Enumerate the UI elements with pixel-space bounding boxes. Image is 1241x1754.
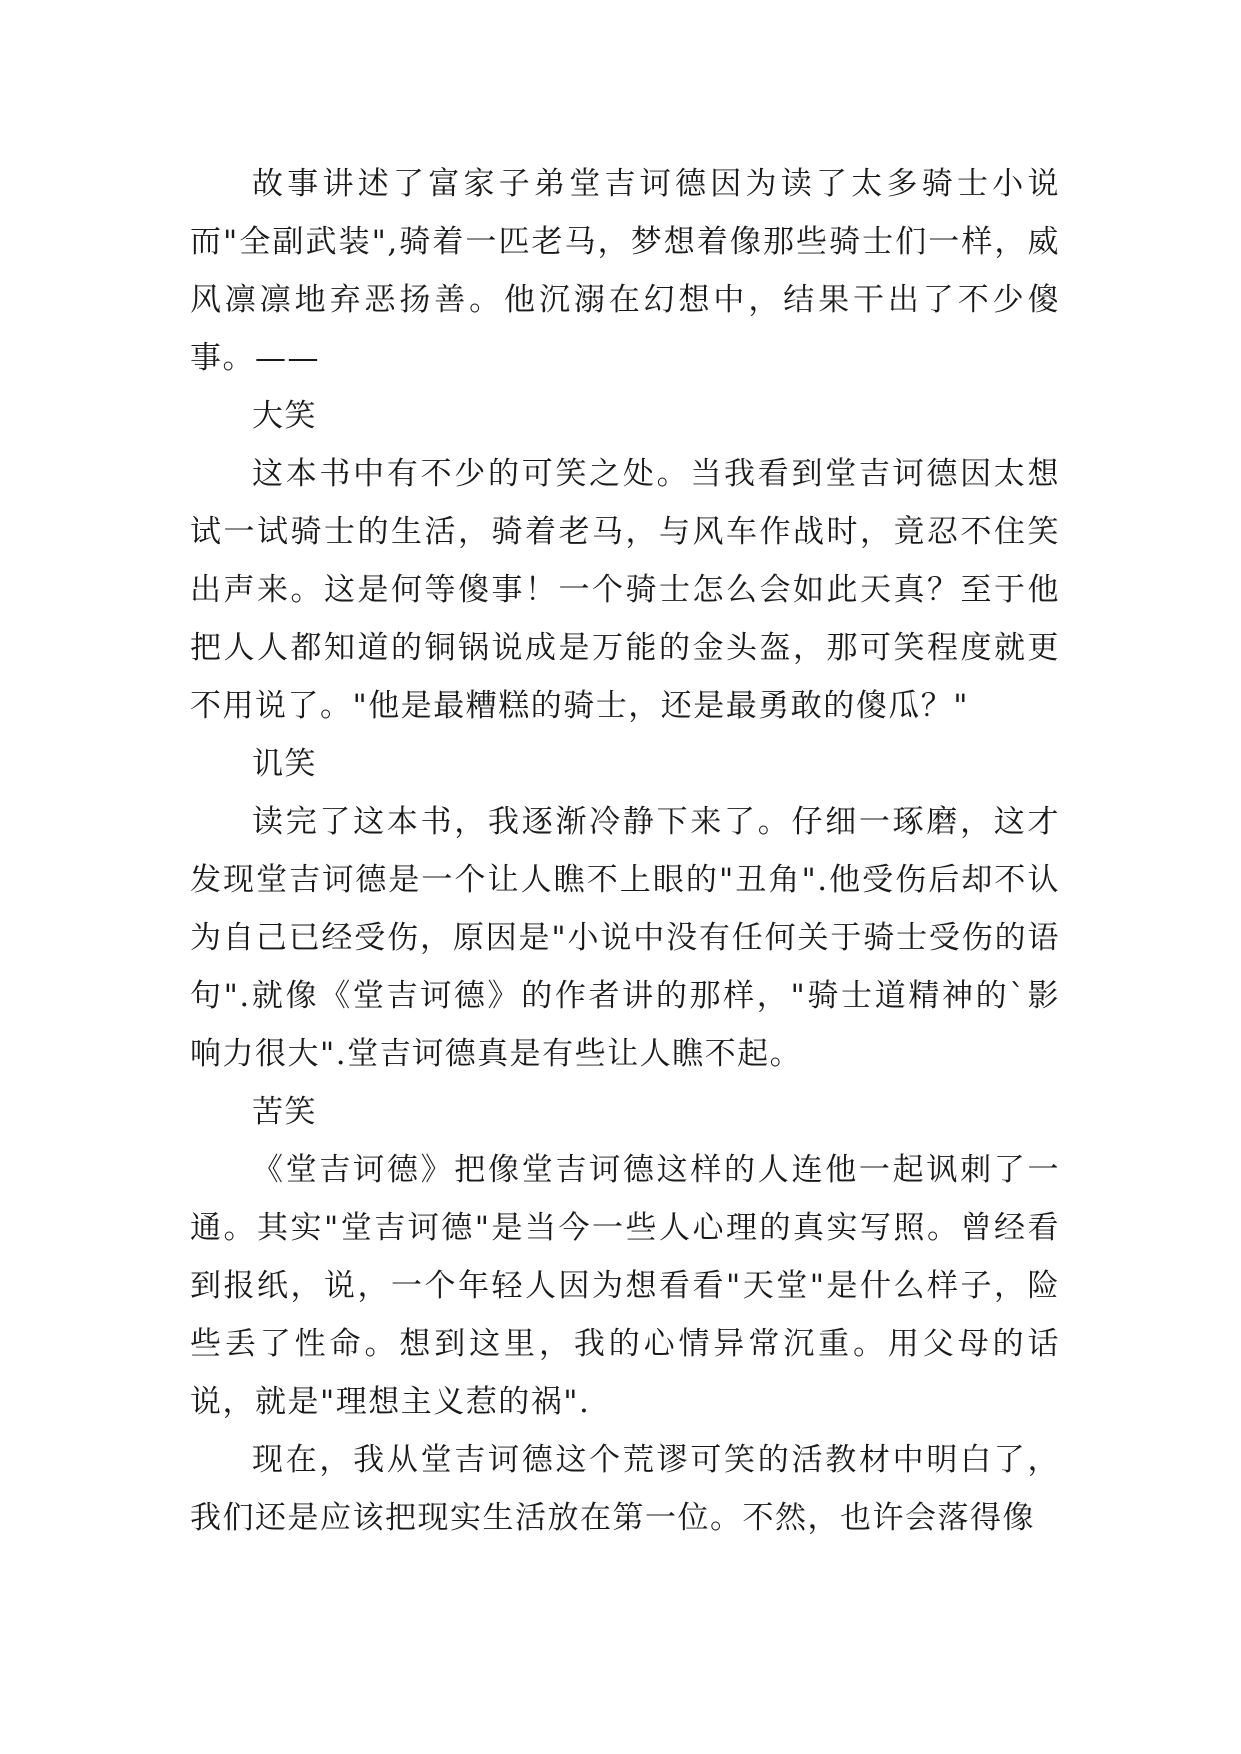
section-heading-mock: 讥笑 <box>252 746 317 782</box>
section-heading-bitter: 苦笑 <box>252 1094 317 1130</box>
paragraph-intro: 故事讲述了富家子弟堂吉诃德因为读了太多骑士小说而"全副武装",骑着一匹老马，梦想着像那些骑士们一样，威风凛凛地弃恶扬善。他沉溺在幻想中，结果干出了不少傻事。—— <box>190 166 1060 376</box>
paragraph-bitter: 《堂吉诃德》把像堂吉诃德这样的人连他一起讽刺了一通。其实"堂吉诃德"是当今一些人心理的真实写照。曾经看到报纸，说，一个年轻人因为想看看"天堂"是什么样子，险些丢了性命。想到这里，我的心情异常沉重。用父母的话说，就是"理想主义惹的祸". <box>190 1152 1060 1420</box>
paragraph-conclusion: 现在，我从堂吉诃德这个荒谬可笑的活教材中明白了，我们还是应该把现实生活放在第一位。不然，也许会落得像 <box>190 1442 1060 1536</box>
document-body <box>190 155 1060 1547</box>
paragraph-mock: 读完了这本书，我逐渐冷静下来了。仔细一琢磨，这才发现堂吉诃德是一个让人瞧不上眼的"丑角".他受伤后却不认为自己已经受伤，原因是"小说中没有任何关于骑士受伤的语句".就像《堂吉诃德》的作者讲的那样，"骑士道精神的`影响力很大".堂吉诃德真是有些让人瞧不起。 <box>190 804 1060 1072</box>
section-heading-laugh: 大笑 <box>252 398 317 434</box>
paragraph-laugh: 这本书中有不少的可笑之处。当我看到堂吉诃德因太想试一试骑士的生活，骑着老马，与风车作战时，竟忍不住笑出声来。这是何等傻事！一个骑士怎么会如此天真？至于他把人人都知道的铜锅说成是万能的金头盔，那可笑程度就更不用说了。"他是最糟糕的骑士，还是最勇敢的傻瓜？" <box>190 456 1060 724</box>
